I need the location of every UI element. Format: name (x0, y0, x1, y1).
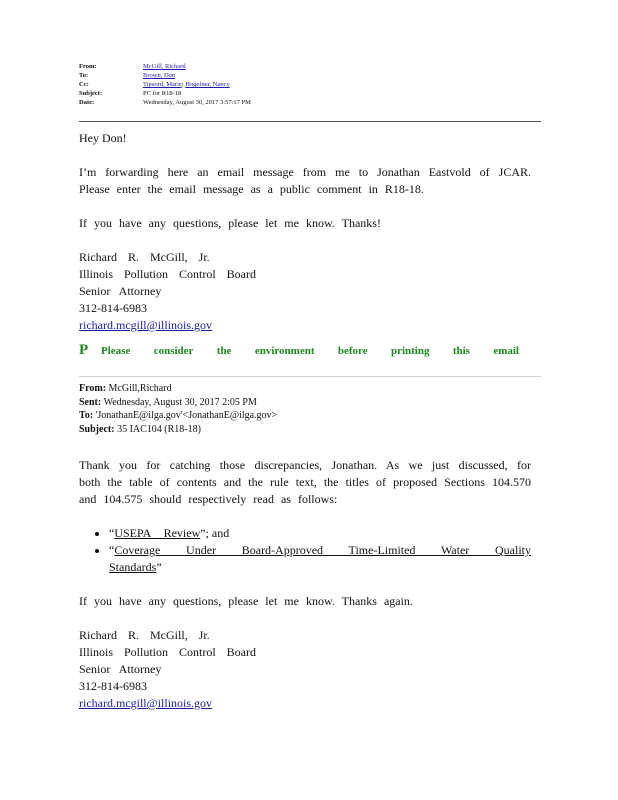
header-subject-row (79, 89, 541, 98)
fw-subject-value: 35 IAC104 (R18-18) (117, 423, 201, 435)
signature-name: Richard R. McGill, Jr. (79, 250, 210, 264)
header-to-row (79, 71, 541, 80)
cc-value-2[interactable]: Hogefner, Nancy (185, 81, 230, 88)
list-item (109, 525, 531, 542)
notice-word: Please (101, 345, 131, 357)
fw-subject-label: Subject: (79, 423, 115, 435)
signature-phone: 312-814-6983 (79, 301, 147, 315)
notice-word: printing (390, 345, 430, 357)
forwarded-header (79, 382, 277, 436)
signature-email-link[interactable]: richard.mcgill@illinois.gov (79, 318, 213, 332)
environment-notice (79, 342, 519, 359)
fw-signature-name: Richard R. McGill, Jr. (79, 628, 210, 642)
fw-signature-title: Senior Attorney (79, 662, 162, 676)
header-from-row (79, 62, 541, 71)
signature (79, 249, 531, 334)
message-body (79, 130, 531, 334)
cc-value-1[interactable]: Tipsord, Marie (143, 81, 182, 88)
signature-org: Illinois Pollution Control Board (79, 267, 257, 281)
environment-notice-text (101, 345, 519, 357)
message-paragraph-2: If you have any questions, please let me know. Thanks! (79, 216, 381, 230)
signature-title: Senior Attorney (79, 284, 162, 298)
section-title-list (79, 525, 531, 576)
quote-close: ”; and (200, 526, 230, 540)
email-header (79, 62, 541, 107)
from-label: From: (79, 63, 97, 70)
notice-word: consider (153, 345, 194, 357)
fw-from-row (79, 382, 277, 396)
fw-paragraph-2: If you have any questions, please let me know. Thanks again. (79, 594, 413, 608)
fw-signature-email-link[interactable]: richard.mcgill@illinois.gov (79, 696, 213, 710)
header-date-row (79, 98, 541, 107)
quote-open: “ (109, 526, 115, 540)
fw-to-value: 'JonathanE@ilga.gov'<JonathanE@ilga.gov> (95, 410, 278, 421)
forward-divider (79, 376, 541, 377)
fw-sent-row (79, 396, 277, 410)
notice-word: email (493, 345, 519, 357)
bullet-title: USEPA Review (114, 526, 201, 540)
fw-from-value: McGill,Richard (108, 383, 172, 394)
fw-signature-phone: 312-814-6983 (79, 679, 147, 693)
to-label: To: (79, 72, 89, 79)
notice-word: before (337, 345, 368, 357)
fw-subject-row (79, 423, 277, 437)
fw-from-label: From: (79, 383, 107, 394)
notice-word: environment (254, 345, 315, 357)
subject-label: Subject: (79, 90, 103, 97)
fw-signature-org: Illinois Pollution Control Board (79, 645, 257, 659)
list-item (109, 542, 531, 576)
message-paragraph-1: I’m forwarding here an email message from me to Jonathan Eastvold of JCAR. Please enter the email message as a public comment in R18-18. (79, 165, 531, 196)
greeting: Hey Don! (79, 131, 127, 145)
fw-to-row (79, 409, 277, 423)
notice-word: the (216, 345, 232, 357)
fw-sent-label: Sent: (79, 396, 102, 408)
fw-paragraph-1: Thank you for catching those discrepancies, Jonathan. As we just discussed, for both the table of contents and the rule text, the titles of proposed Sections 104.570 and 104.575 should respectively read as follows: (79, 458, 531, 506)
fw-sent-value: Wednesday, August 30, 2017 2:05 PM (103, 396, 257, 408)
fw-signature (79, 627, 531, 712)
date-label: Date: (79, 99, 95, 106)
header-cc-row (79, 80, 541, 89)
date-value: Wednesday, August 30, 2017 3:57:17 PM (143, 99, 251, 106)
header-divider (79, 121, 541, 122)
quote-close: ” (156, 560, 162, 574)
forwarded-body (79, 457, 531, 712)
from-value[interactable]: McGill, Richard (143, 63, 186, 70)
bullet-title: Coverage Under Board-Approved Time-Limited Water Quality Standards (109, 543, 531, 574)
cc-label: Cc: (79, 81, 89, 88)
quote-open: “ (109, 543, 115, 557)
to-value[interactable]: Brown, Don (143, 72, 176, 79)
subject-value: PC for R18-18 (143, 90, 182, 97)
environment-icon: P (79, 342, 89, 358)
cc-values: Tipsord, Marie; Hogefner, Nancy (143, 81, 230, 88)
notice-word: this (452, 345, 470, 357)
fw-to-label: To: (79, 410, 94, 421)
